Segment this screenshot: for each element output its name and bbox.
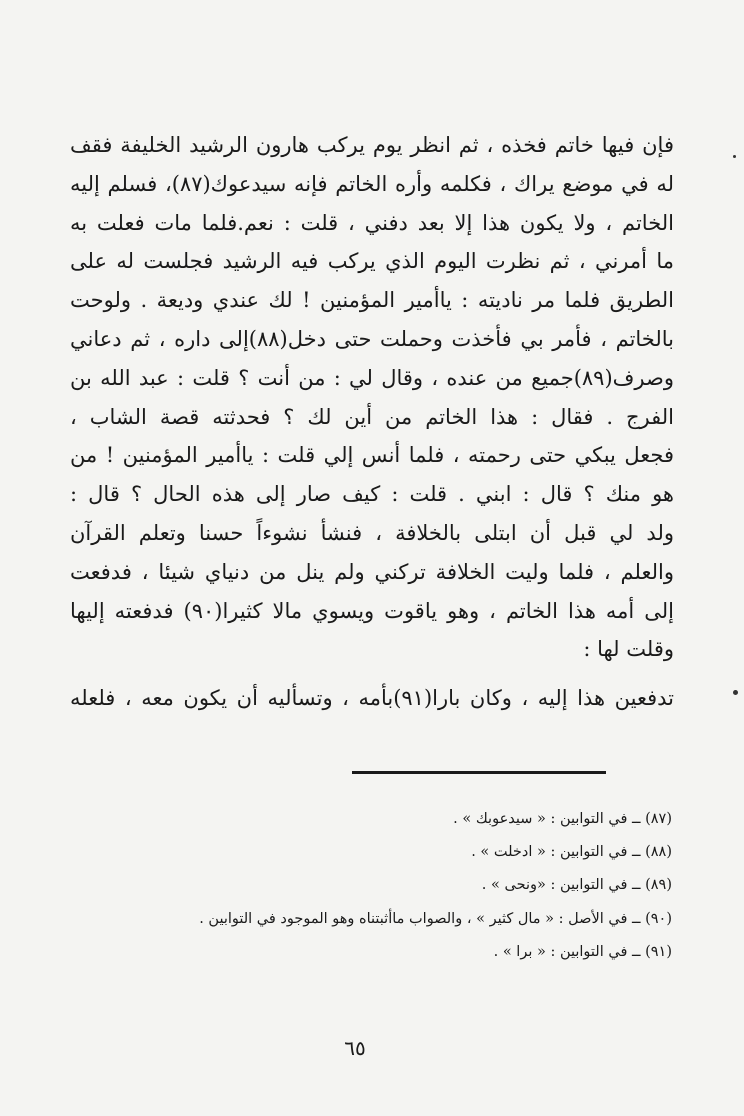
text-line: إلى أمه هذا الخاتم ، وهو ياقوت ويسوي مالا كثيرا(٩٠) فدفعته إليها bbox=[70, 598, 674, 623]
footnote-divider bbox=[352, 771, 606, 774]
text-line: له في موضع يراك ، فكلمه وأره الخاتم فإنه سيدعوك(٨٧)، فسلم إليه bbox=[70, 171, 674, 196]
scan-speck bbox=[733, 690, 738, 695]
footnote-91: (٩١) ــ في التوابين : « برا » . bbox=[493, 943, 672, 960]
scan-speck bbox=[733, 155, 736, 158]
text-line: بالخاتم ، فأمر بي فأخذت وحملت حتى دخل(٨٨)إلى داره ، ثم دعاني bbox=[70, 326, 674, 351]
footnotes bbox=[112, 803, 672, 969]
text-line: تدفعين هذا إليه ، وكان بارا(٩١)بأمه ، وتسأليه أن يكون معه ، فلعله bbox=[70, 686, 674, 711]
footnote-88: (٨٨) ــ في التوابين : « ادخلت » . bbox=[471, 844, 672, 861]
text-line: الفرج . فقال : هذا الخاتم من أين لك ؟ فحدثته قصة الشاب ، bbox=[70, 404, 674, 429]
text-line: ولد لي قبل أن ابتلى بالخلافة ، فنشأ نشوءاً حسنا وتعلم القرآن bbox=[70, 520, 674, 545]
page-number: ٦٥ bbox=[344, 1036, 366, 1060]
footnote-89: (٨٩) ــ في التوابين : «ونحى » . bbox=[481, 877, 672, 894]
text-line: فإن فيها خاتم فخذه ، ثم انظر يوم يركب هارون الرشيد الخليفة فقف bbox=[70, 133, 674, 157]
text-line: فجعل يبكي حتى رحمته ، فلما أنس إلي قلت : ياأمير المؤمنين ! من bbox=[70, 443, 674, 468]
text-line: ما أمرني ، ثم نظرت اليوم الذي يركب فيه الرشيد فجلست له على bbox=[70, 249, 674, 274]
text-line: وقلت لها : bbox=[583, 637, 674, 662]
text-line: الطريق فلما مر ناديته : ياأمير المؤمنين ! لك عندي وديعة . ولوحت bbox=[70, 288, 674, 313]
footnote-90: (٩٠) ــ في الأصل : « مال كثير » ، والصواب ماأثبتناه وهو الموجود في التوابين . bbox=[199, 910, 672, 927]
text-line: الخاتم ، ولا يكون هذا إلا بعد دفني ، قلت : نعم.فلما مات فعلت به bbox=[70, 210, 674, 235]
text-line: والعلم ، فلما وليت الخلافة تركني ولم ينل من دنياي شيئا ، فدفعت bbox=[70, 559, 674, 584]
footnote-87: (٨٧) ــ في التوابين : « سيدعوبك » . bbox=[453, 811, 672, 827]
main-text bbox=[70, 126, 674, 718]
text-line: وصرف(٨٩)جميع من عنده ، وقال لي : من أنت ؟ قلت : عبد الله بن bbox=[70, 365, 674, 390]
text-line: هو منك ؟ قال : ابني . قلت : كيف صار إلى هذه الحال ؟ قال : bbox=[70, 482, 674, 507]
